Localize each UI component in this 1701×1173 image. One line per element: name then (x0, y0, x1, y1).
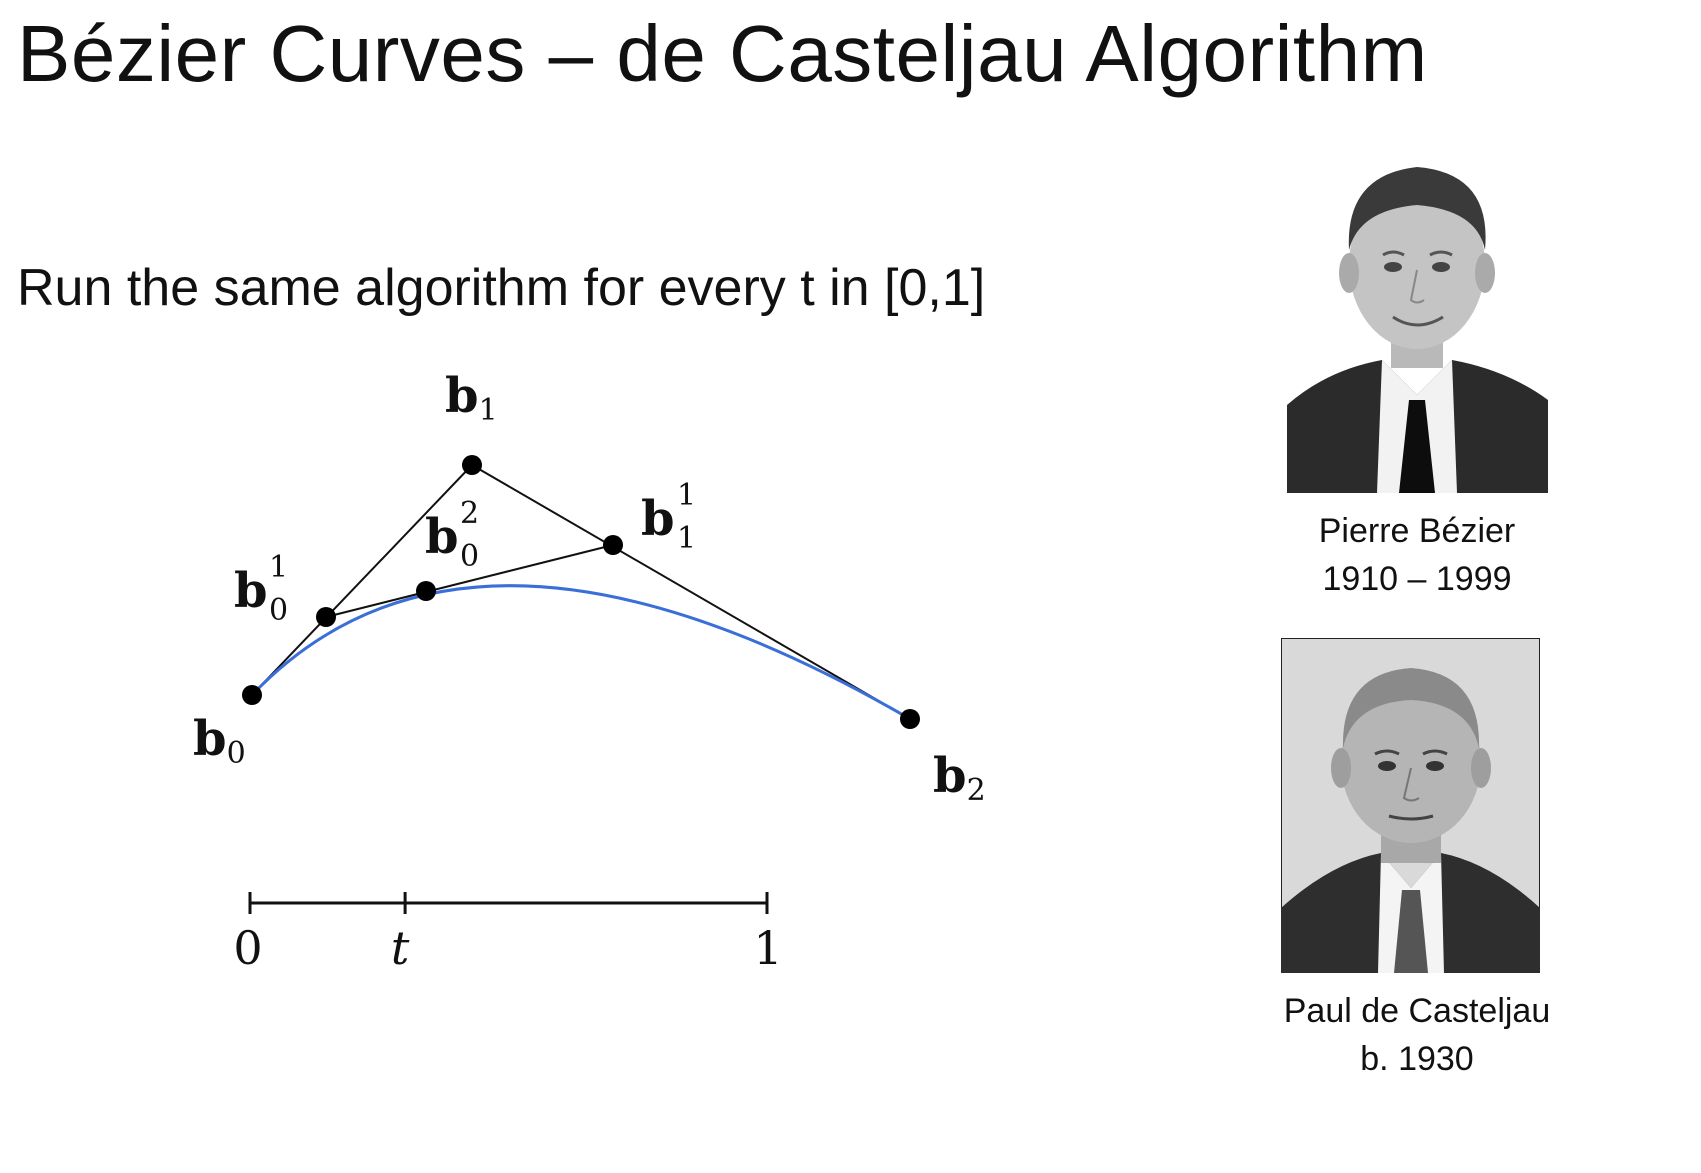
svg-text:b: b (641, 491, 675, 547)
person-dates: b. 1930 (1360, 1040, 1474, 1078)
point-b11 (603, 535, 623, 555)
slide-title: Bézier Curves – de Casteljau Algorithm (17, 9, 1428, 98)
svg-text:1: 1 (269, 550, 289, 585)
bezier-curve (252, 586, 910, 719)
caption-paul-de-casteljau (1267, 987, 1567, 1083)
svg-text:1: 1 (677, 478, 697, 513)
axis-label-t: t (390, 921, 410, 975)
svg-text:b: b (234, 563, 268, 619)
label-b11 (641, 478, 696, 556)
person-name: Pierre Bézier (1318, 512, 1516, 550)
label-b02 (425, 496, 479, 574)
axis-label-1: 1 (753, 921, 783, 975)
svg-text:b: b (425, 509, 459, 565)
person-dates: 1910 – 1999 (1322, 560, 1512, 598)
caption-pierre-bezier (1267, 507, 1567, 603)
label-b01 (234, 550, 288, 628)
label-b0: b0 (193, 711, 246, 771)
svg-text:1: 1 (677, 521, 697, 556)
svg-text:0: 0 (269, 593, 289, 628)
point-b2 (900, 709, 920, 729)
point-b0 (242, 685, 262, 705)
label-b2: b2 (933, 748, 986, 808)
svg-text:2: 2 (460, 496, 480, 531)
portrait-pierre-bezier (1287, 155, 1548, 493)
axis-label-0: 0 (233, 921, 263, 975)
person-name: Paul de Casteljau (1283, 992, 1551, 1030)
svg-text:0: 0 (460, 539, 480, 574)
point-b01 (316, 607, 336, 627)
portrait-paul-de-casteljau (1281, 638, 1540, 973)
point-b1 (462, 455, 482, 475)
label-b1: b1 (445, 368, 498, 428)
slide-subtitle: Run the same algorithm for every t in [0,1] (17, 259, 986, 317)
point-b02 (416, 581, 436, 601)
